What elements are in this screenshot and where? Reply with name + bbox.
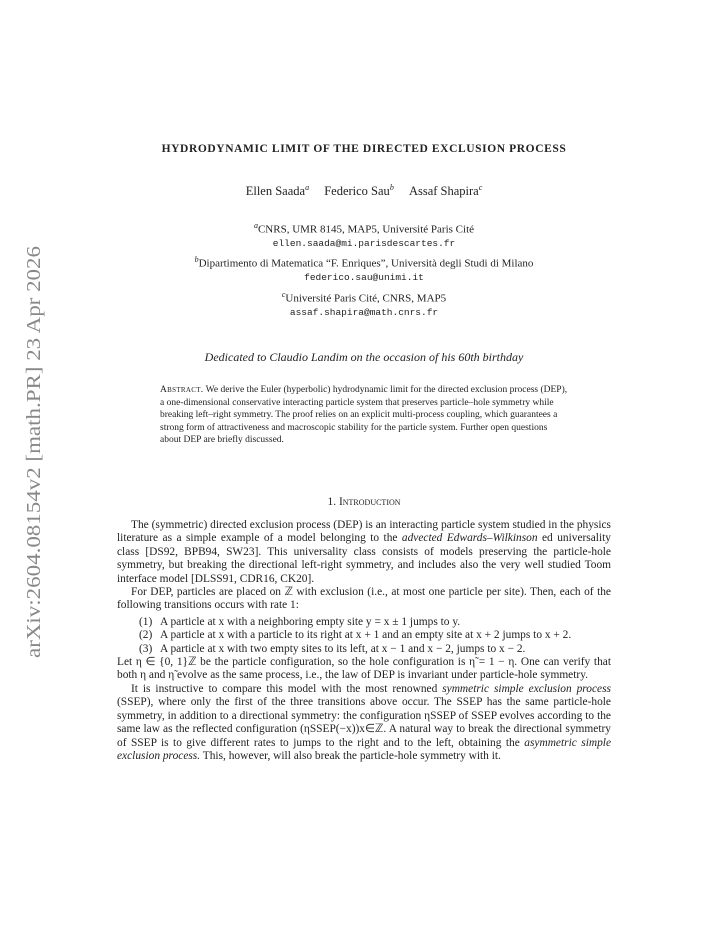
author-2: Federico Sau$^b$ xyxy=(324,183,394,199)
abstract-label: Abstract. xyxy=(160,385,204,395)
author-list xyxy=(0,183,720,199)
affiliation-b: $^b$Dipartimento di Matematica “F. Enriques”, Università degli Studi di Milano federico.sau@unimi.it xyxy=(0,253,720,285)
paragraph-3: Let η ∈ {0, 1}ℤ be the particle configuration, so the hole configuration is η̃ = 1 − η. One can verify that both η and η̃ evolve as the same process, i.e., the law of DEP is invariant under particle-hole symmetry. xyxy=(117,656,611,682)
transition-list xyxy=(117,616,611,656)
list-item: (1) A particle at x with a neighboring empty site y = x ± 1 jumps to y. xyxy=(139,615,461,628)
paragraph-1: The (symmetric) directed exclusion process (DEP) is an interacting particle system studied in the physics literature as a simple example of a model belonging to the advected Edwards–Wilkinson ed universality class [DS92, BPB94, SW23]. This universality class consists of models preserving the particle-hole symmetry, but breaking the directional left-right symmetry, and includes also the very well studied Toom interface model [DLSS91, CDR16, CK20]. xyxy=(117,519,611,585)
section-heading: 1. Introduction xyxy=(327,496,401,508)
abstract-text: We derive the Euler (hyperbolic) hydrodynamic limit for the directed exclusion process (DEP), a one-dimensional conservative interacting particle system that preserves particle–hole symmetry while breaking left–right symmetry. The proof relies on an explicit multi-process coupling, which guarantees a strong form of attractiveness and macroscopic stability for the particle system. Further open questions about DEP are briefly discussed. xyxy=(160,385,568,445)
dedication: Dedicated to Claudio Landim on the occasion of his 60th birthday xyxy=(204,350,524,364)
paragraph-2: For DEP, particles are placed on ℤ with exclusion (i.e., at most one particle per site). Then, each of the following transitions occurs with rate 1: xyxy=(117,586,611,612)
abstract xyxy=(160,384,570,447)
body-text xyxy=(117,519,611,763)
author-3: Assaf Shapira$^c$ xyxy=(408,183,483,199)
arxiv-stamp-text: arXiv:2604.08154v2 [math.PR] 23 Apr 2026 xyxy=(23,290,45,658)
list-item: (3) A particle at x with two empty sites to its left, at x − 1 and x − 2, jumps to x − 2. xyxy=(139,642,526,655)
affiliation-c: $^c$Université Paris Cité, CNRS, MAP5 assaf.shapira@math.cnrs.fr xyxy=(0,288,720,320)
author-1: Ellen Saada$^a$ xyxy=(245,183,310,199)
email-c[interactable]: assaf.shapira@math.cnrs.fr xyxy=(289,306,439,318)
affiliation-a: $^a$CNRS, UMR 8145, MAP5, Université Paris Cité ellen.saada@mi.parisdescartes.fr xyxy=(0,219,720,251)
email-b[interactable]: federico.sau@unimi.it xyxy=(304,271,424,283)
list-item: (2) A particle at x with a particle to its right at x + 1 and an empty site at x + 2 jumps to x + 2. xyxy=(139,629,572,642)
paragraph-4: It is instructive to compare this model with the most renowned symmetric simple exclusion process (SSEP), where only the first of the three transitions above occur. The SSEP has the same particle-hole symmetry, in addition to a directional symmetry: the configuration ηSSEP of SSEP evolves according to the same law as the reflected configuration (ηSSEP(−x))x∈ℤ. A natural way to break the directional symmetry of SSEP is to give different rates to jumps to the right and to the left, obtaining the asymmetric simple exclusion process. This, however, will also break the particle-hole symmetry with it. xyxy=(117,682,611,762)
paper-title: HYDRODYNAMIC LIMIT OF THE DIRECTED EXCLUSION PROCESS xyxy=(161,143,567,155)
email-a[interactable]: ellen.saada@mi.parisdescartes.fr xyxy=(272,237,456,249)
